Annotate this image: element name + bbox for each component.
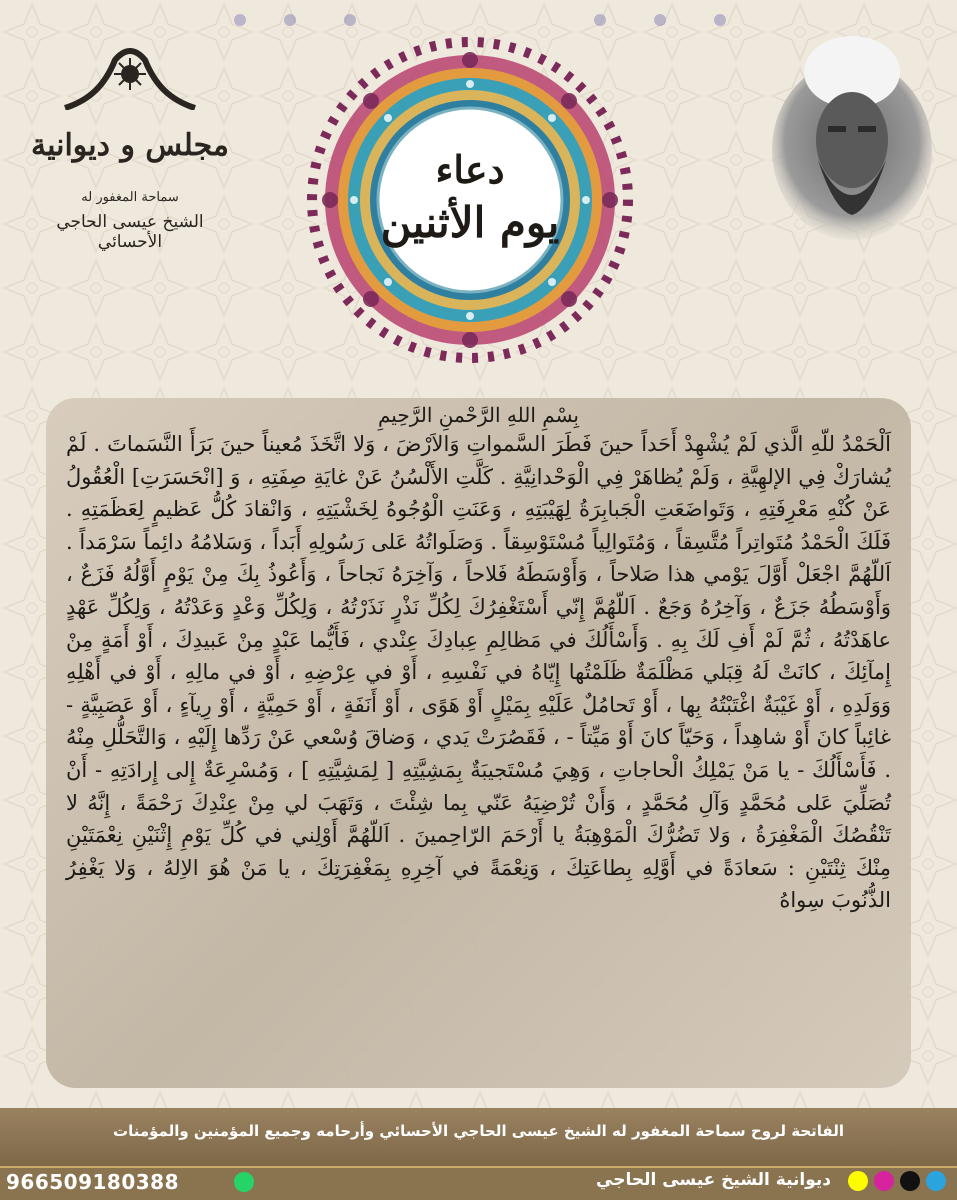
title-line-2: يوم الأثنين [380, 198, 560, 247]
telegram-icon[interactable] [926, 1171, 946, 1191]
logo-sheikh-name: الشيخ عيسى الحاجي الأحسائي [56, 212, 204, 252]
logo-subtitle: سماحة المغفور له [81, 190, 179, 205]
logo [30, 40, 230, 252]
whatsapp-icon[interactable] [234, 1172, 254, 1192]
phone-number[interactable]: 966509180388 [6, 1170, 179, 1194]
logo-name: مجلس و ديوانية [30, 128, 230, 163]
sheikh-portrait [770, 30, 935, 240]
instagram-icon[interactable] [874, 1171, 894, 1191]
prayer-title [365, 145, 575, 251]
basmala: بِسْمِ اللهِ الرَّحْمنِ الرَّحِيمِ [377, 403, 579, 427]
x-icon[interactable] [900, 1171, 920, 1191]
brand-name: ديوانية الشيخ عيسى الحاجي [596, 1170, 832, 1190]
dedication-text: الفاتحة لروح سماحة المغفور له الشيخ عيسى الحاجي الأحسائي وأرحامه وجميع المؤمنين والمؤمنات [113, 1122, 844, 1140]
dome-icon [60, 40, 200, 110]
title-line-1: دعاء [435, 147, 505, 192]
footer-divider [0, 1166, 957, 1168]
prayer-text: اَلْحَمْدُ للّهِ الَّذي لَمْ يُشْهِدْ أَحَداً حينَ فَطَرَ السَّمواتِ وَالاَرْضَ ، وَلا اتَّخَذَ مُعيناً حينَ بَرَأَ النَّسَماتَ . لَمْ يُشارَكْ فِي الإلهِيَّةِ ، وَلَمْ يُظاهَرْ فِي الْوَحْدانِيَّةِ . كَلَّتِ الأَلْسُنُ عَنْ غايَةِ صِفَتِهِ ، وَ [انْحَسَرَتِ] الْعُقُولُ عَنْ كُنْهِ مَعْرِفَتِهِ ، وَتَواضَعَتِ الْجَبابِرَةُ لِهَيْبَتِهِ ، وَعَنَتِ الْوُجُوهُ لِخَشْيَتِهِ ، وَانْقادَ كُلُّ عَظيمٍ لِعَظَمَتِهِ . فَلَكَ الْحَمْدُ مُتَواتِراً مُتَّسِقاً ، وَمُتَوالِياً مُسْتَوْسِقاً . وَصَلَواتُهُ عَلى رَسُولِهِ أَبَداً ، وَسَلامُهُ دائِماً سَرْمَداً . اَللّهُمَّ اجْعَلْ أَوَّلَ يَوْمي هذا صَلاحاً ، وَأَوْسَطَهُ فَلاحاً ، وَآخِرَهُ نَجاحاً ، وَأَعُوذُ بِكَ مِنْ يَوْمٍ أَوَّلُهُ فَزَعٌ ، وَأَوْسَطُهُ جَزَعٌ ، وَآخِرُهُ وَجَعٌ . اَللّهُمَّ إِنّي أَسْتَغْفِرُكَ لِكُلِّ نَذْرٍ نَذَرْتُهُ ، وَلِكُلِّ وَعْدٍ وَعَدْتُهُ ، وَلِكُلِّ عَهْدٍ عاهَدْتُهُ ، ثُمَّ لَمْ أَفِ لَكَ بِهِ . وَأَسْأَلُكَ في مَظالِمِ عِبادِكَ عِنْدي ، فَأَيُّما عَبْدٍ مِنْ عَبيدِكَ ، أَوْ أَمَةٍ مِنْ إِمآئِكَ ، كانَتْ لَهُ قِبَلي مَظْلَمَةٌ ظَلَمْتُها إِيّاهُ في نَفْسِهِ ، أَوْ في عِرْضِهِ ، أَوْ في مالِهِ ، أَوْ في أَهْلِهِ وَوَلَدِهِ ، أَوْ غَيْبَةٌ اغْتَبْتُهُ بِها ، أَوْ تَحامُلٌ عَلَيْهِ بِمَيْلٍ أَوْ هَوًى ، أَوْ أَنَفَةٍ ، أَوْ حَمِيَّةٍ ، أَوْ رِيآءٍ ، أَوْ عَصَبِيَّةٍ - غائِباً كانَ أَوْ شاهِداً ، وَحَيّاً كانَ أَوْ مَيِّتاً - ، فَقَصُرَتْ يَدي ، وَضاقَ وُسْعي عَنْ رَدِّها إِلَيْهِ ، وَالتَّحَلُّلِ مِنْهُ . فَأَسْأَلُكَ - يا مَنْ يَمْلِكُ الْحاجاتِ ، وَهِيَ مُسْتَجيبَةٌ بِمَشِيَّتِهِ [ لِمَشِيَّتِهِ ] ، وَمُسْرِعَةٌ إِلى إِرادَتِهِ - أَنْ تُصَلِّيَ عَلى مُحَمَّدٍ وَآلِ مُحَمَّدٍ ، وَأَنْ تُرْضِيَهُ عَنّي بِما شِئْتَ ، وَتَهَبَ لي مِنْ عِنْدِكَ رَحْمَةً ، إِنَّهُ لا تَنْقُصُكَ الْمَغْفِرَةُ ، وَلا تَضُرُّكَ الْمَوْهِبَةُ يا أَرْحَمَ الرّاحِمينَ . اَللّهُمَّ أَوْلِني في كُلِّ يَوْمِ إِثْنَيْنِ نِعْمَتَيْنِ مِنْكَ ثِنْتَيْنِ : سَعادَةً في أَوَّلِهِ بِطاعَتِكَ ، وَنِعْمَةً في آخِرِهِ بِمَغْفِرَتِكَ ، يا مَنْ هُوَ الاِلهُ ، وَلا يَغْفِرُ الذُّنُوبَ سِواهُ [66, 432, 891, 913]
prayer-body [66, 402, 891, 917]
snapchat-icon[interactable] [848, 1171, 868, 1191]
